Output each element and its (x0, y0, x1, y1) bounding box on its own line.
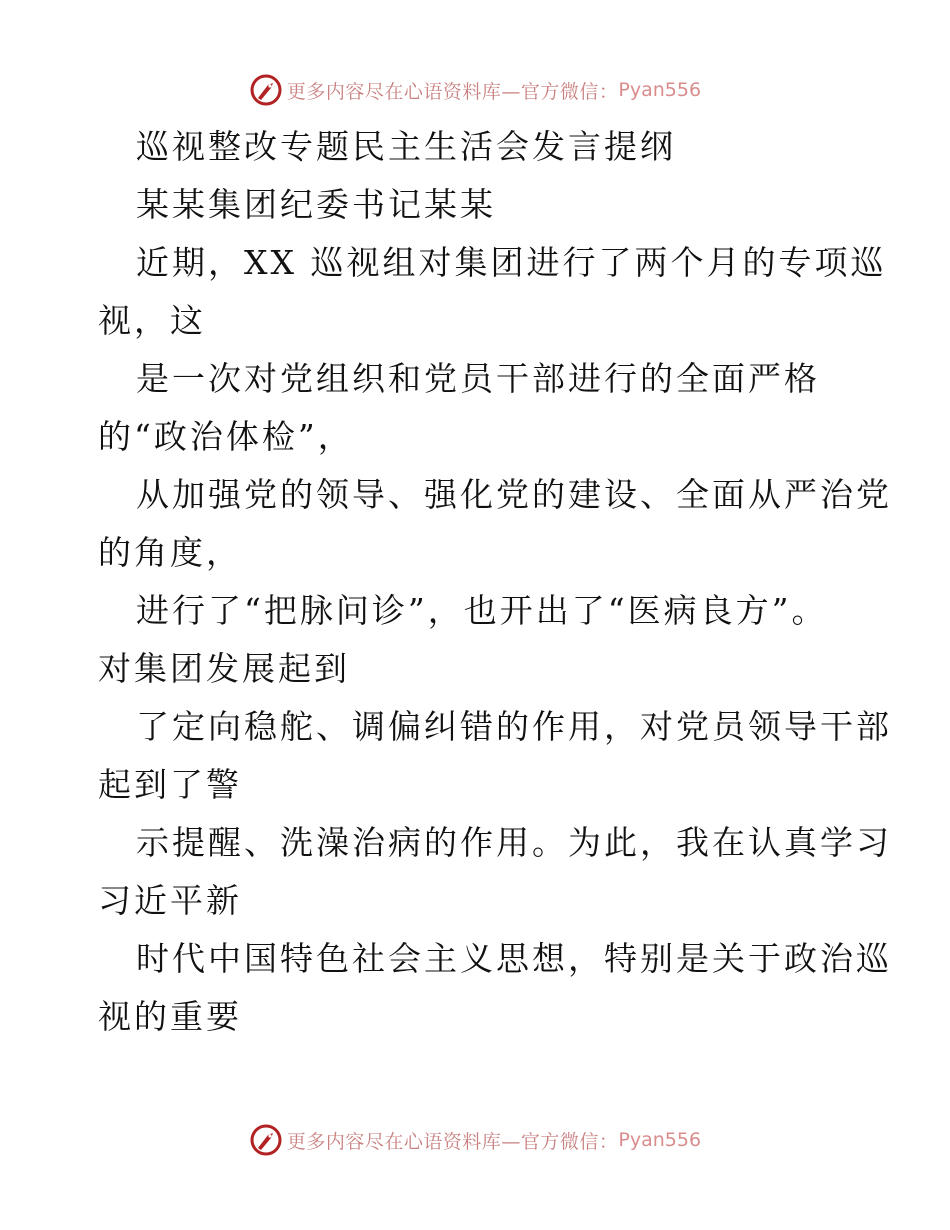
paragraph-line: 对集团发展起到 (98, 649, 350, 688)
document-author: 某某集团纪委书记某某 (136, 185, 496, 224)
paragraph-line: 时代中国特色社会主义思想，特别是关于政治巡 (136, 939, 892, 978)
paragraph-line: 的“政治体检”， (98, 417, 354, 456)
paragraph-line: 了定向稳舵、调偏纠错的作用，对党员领导干部 (136, 707, 892, 746)
banner-text: 更多内容尽在心语资料库—官方微信： (286, 80, 619, 103)
paragraph-line: 的角度， (98, 533, 242, 572)
paragraph-line: 示提醒、洗澡治病的作用。为此，我在认真学习 (136, 823, 892, 862)
paragraph-line: 起到了警 (98, 765, 242, 804)
document-title: 巡视整改专题民主生活会发言提纲 (136, 127, 676, 166)
pen-nib-circle-icon (249, 1123, 283, 1157)
paragraph-line: 近期，XX 巡视组对集团进行了两个月的专项巡 (136, 243, 887, 282)
header-banner (0, 70, 950, 110)
paragraph-line: 视，这 (98, 301, 206, 340)
pen-nib-circle-icon (249, 73, 283, 107)
banner-content (249, 1123, 701, 1157)
paragraph-line: 进行了“把脉问诊”，也开出了“医病良方”。 (136, 591, 828, 630)
document-body (98, 118, 892, 1046)
paragraph-line: 是一次对党组织和党员干部进行的全面严格 (136, 359, 820, 398)
paragraph-line: 视的重要 (98, 997, 242, 1036)
banner-wechat-id: Pyan556 (618, 79, 702, 101)
paragraph-line: 从加强党的领导、强化党的建设、全面从严治党 (136, 475, 892, 514)
banner-text: 更多内容尽在心语资料库—官方微信： (286, 1130, 619, 1153)
banner-wechat-id: Pyan556 (618, 1129, 702, 1151)
paragraph-line: 习近平新 (98, 881, 242, 920)
banner-content (249, 73, 701, 107)
footer-banner (0, 1120, 950, 1160)
